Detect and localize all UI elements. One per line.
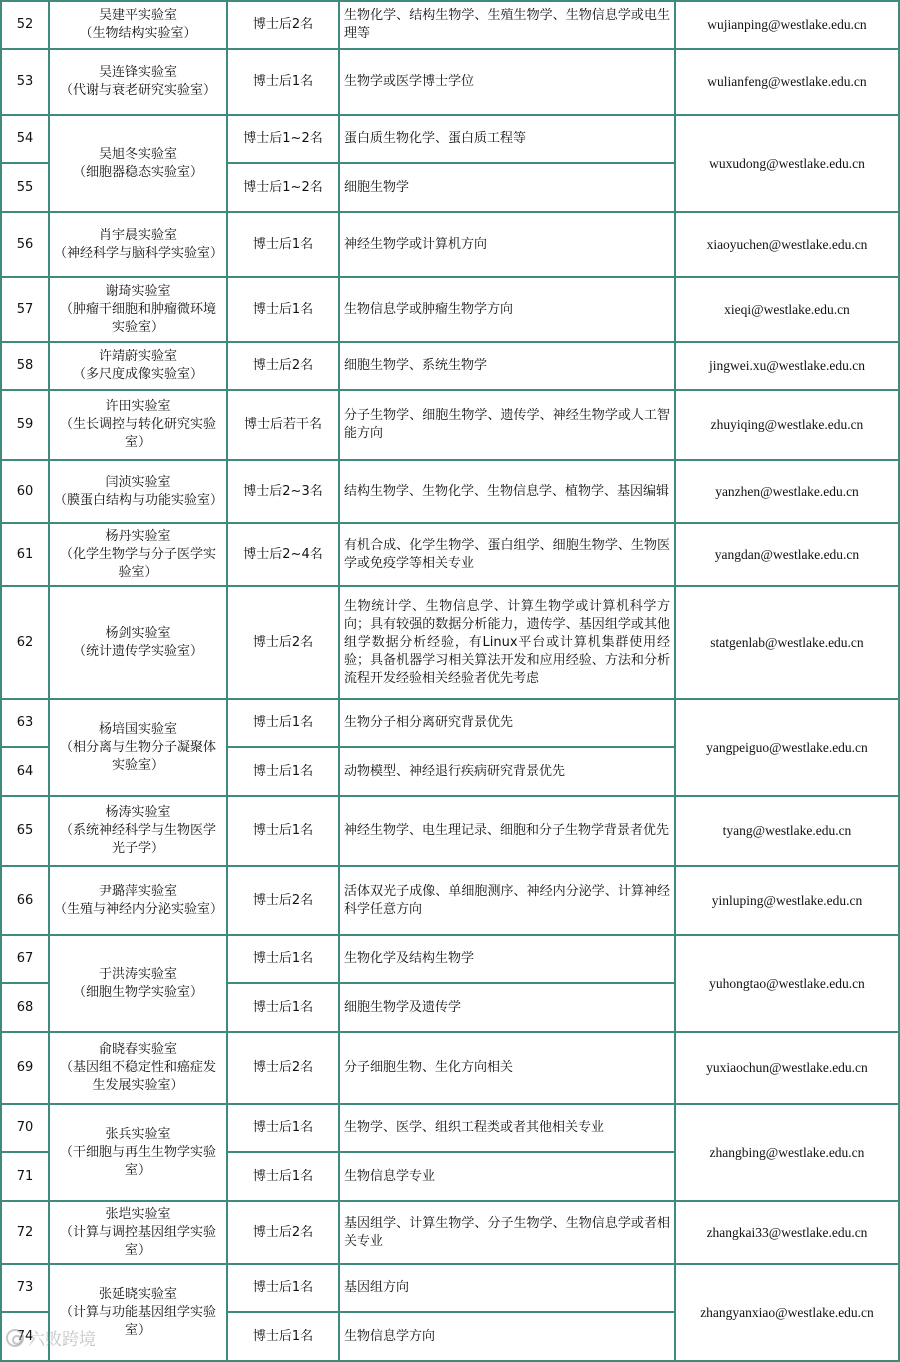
table-row <box>1 1201 899 1264</box>
lab-subtitle: （计算与功能基因组学实验室） <box>59 1304 216 1338</box>
requirements: 动物模型、神经退行疾病研究背景优先 <box>339 747 675 796</box>
requirements: 基因组方向 <box>339 1264 675 1312</box>
requirements: 生物化学、结构生物学、生殖生物学、生物信息学或电生理等 <box>339 1 675 49</box>
lab-subtitle: （生长调控与转化研究实验室） <box>59 417 216 450</box>
row-number: 66 <box>1 866 49 935</box>
row-number: 73 <box>1 1264 49 1312</box>
lab-subtitle: （膜蛋白结构与功能实验室） <box>54 492 224 508</box>
row-number: 68 <box>1 983 49 1032</box>
row-number: 70 <box>1 1104 49 1152</box>
row-number: 52 <box>1 1 49 49</box>
lab-subtitle: （相分离与生物分子凝聚体实验室） <box>59 739 216 773</box>
lab-name-cell <box>49 586 227 699</box>
table-row <box>1 212 899 277</box>
contact-email[interactable]: zhangkai33@westlake.edu.cn <box>675 1201 899 1264</box>
watermark-text: 六败跨境 <box>28 1330 96 1350</box>
table-row <box>1 1032 899 1104</box>
position-count: 博士后1~2名 <box>227 115 339 163</box>
lab-name-cell <box>49 390 227 460</box>
contact-email[interactable]: yanzhen@westlake.edu.cn <box>675 460 899 523</box>
lab-subtitle: （干细胞与再生生物学实验室） <box>59 1144 216 1178</box>
contact-email[interactable]: xiaoyuchen@westlake.edu.cn <box>675 212 899 277</box>
requirements: 生物信息学专业 <box>339 1152 675 1201</box>
requirements: 生物信息学或肿瘤生物学方向 <box>339 277 675 342</box>
row-number: 69 <box>1 1032 49 1104</box>
contact-email[interactable]: zhangbing@westlake.edu.cn <box>675 1104 899 1201</box>
row-number: 56 <box>1 212 49 277</box>
lab-name: 许田实验室 <box>105 399 171 414</box>
position-count: 博士后2名 <box>227 586 339 699</box>
row-number: 64 <box>1 747 49 796</box>
requirements: 生物化学及结构生物学 <box>339 935 675 983</box>
position-count: 博士后2~3名 <box>227 460 339 523</box>
contact-email[interactable]: statgenlab@westlake.edu.cn <box>675 586 899 699</box>
lab-name: 于洪涛实验室 <box>98 966 177 982</box>
lab-name-cell <box>49 1032 227 1104</box>
requirements: 结构生物学、生物化学、生物信息学、植物学、基因编辑 <box>339 460 675 523</box>
contact-email[interactable]: wujianping@westlake.edu.cn <box>675 1 899 49</box>
lab-name-cell <box>49 796 227 866</box>
lab-subtitle: （基因组不稳定性和癌症发生发展实验室） <box>59 1060 216 1093</box>
lab-name: 杨丹实验室 <box>105 528 171 544</box>
contact-email[interactable]: yuhongtao@westlake.edu.cn <box>675 935 899 1032</box>
lab-name-cell <box>49 49 227 115</box>
lab-name: 张垲实验室 <box>105 1206 171 1222</box>
lab-name-cell <box>49 277 227 342</box>
position-count: 博士后1名 <box>227 796 339 866</box>
table-row <box>1 49 899 115</box>
requirements: 细胞生物学、系统生物学 <box>339 342 675 390</box>
position-count: 博士后1名 <box>227 1264 339 1312</box>
position-count: 博士后1名 <box>227 983 339 1032</box>
position-count: 博士后若干名 <box>227 390 339 460</box>
requirements: 生物分子相分离研究背景优先 <box>339 699 675 747</box>
table-row <box>1 866 899 935</box>
lab-name: 杨剑实验室 <box>105 625 171 641</box>
contact-email[interactable]: yangpeiguo@westlake.edu.cn <box>675 699 899 796</box>
requirements: 生物学、医学、组织工程类或者其他相关专业 <box>339 1104 675 1152</box>
requirements: 蛋白质生物化学、蛋白质工程等 <box>339 115 675 163</box>
requirements: 生物学或医学博士学位 <box>339 49 675 115</box>
row-number: 63 <box>1 699 49 747</box>
row-number: 74 <box>1 1312 49 1361</box>
lab-name: 吴建平实验室 <box>98 8 177 23</box>
lab-name-cell <box>49 342 227 390</box>
position-count: 博士后1名 <box>227 277 339 342</box>
position-count: 博士后2名 <box>227 342 339 390</box>
lab-name: 谢琦实验室 <box>105 283 171 299</box>
table-row <box>1 1104 899 1152</box>
lab-name: 闫浈实验室 <box>105 474 171 490</box>
contact-email[interactable]: jingwei.xu@westlake.edu.cn <box>675 342 899 390</box>
lab-subtitle: （肿瘤干细胞和肿瘤微环境实验室） <box>59 301 216 335</box>
lab-subtitle: （代谢与衰老研究实验室） <box>59 83 216 98</box>
contact-email[interactable]: wuxudong@westlake.edu.cn <box>675 115 899 212</box>
row-number: 55 <box>1 163 49 212</box>
lab-subtitle: （计算与调控基因组学实验室） <box>59 1224 216 1258</box>
row-number: 53 <box>1 49 49 115</box>
row-number: 71 <box>1 1152 49 1201</box>
lab-name-cell <box>49 523 227 586</box>
lab-name-cell <box>49 1 227 49</box>
row-number: 65 <box>1 796 49 866</box>
lab-name-cell <box>49 1264 227 1361</box>
position-count: 博士后1名 <box>227 1152 339 1201</box>
table-row <box>1 460 899 523</box>
table-row <box>1 115 899 163</box>
lab-subtitle: （细胞器稳态实验室） <box>72 164 203 180</box>
table-row <box>1 342 899 390</box>
position-count: 博士后2名 <box>227 866 339 935</box>
position-count: 博士后1名 <box>227 49 339 115</box>
requirements: 神经生物学或计算机方向 <box>339 212 675 277</box>
row-number: 61 <box>1 523 49 586</box>
lab-name: 杨培国实验室 <box>98 721 177 737</box>
lab-subtitle: （细胞生物学实验室） <box>72 984 203 1000</box>
position-count: 博士后1名 <box>227 1104 339 1152</box>
contact-email[interactable]: xieqi@westlake.edu.cn <box>675 277 899 342</box>
requirements: 分子生物学、细胞生物学、遗传学、神经生物学或人工智能方向 <box>339 390 675 460</box>
contact-email[interactable]: zhangyanxiao@westlake.edu.cn <box>675 1264 899 1361</box>
position-count: 博士后1名 <box>227 935 339 983</box>
lab-subtitle: （生殖与神经内分泌实验室） <box>54 901 224 917</box>
row-number: 60 <box>1 460 49 523</box>
table-row <box>1 277 899 342</box>
requirements: 有机合成、化学生物学、蛋白组学、细胞生物学、生物医学或免疫学等相关专业 <box>339 523 675 586</box>
lab-name: 俞晓春实验室 <box>98 1042 177 1057</box>
requirements: 神经生物学、电生理记录、细胞和分子生物学背景者优先 <box>339 796 675 866</box>
lab-name-cell <box>49 935 227 1032</box>
table-row <box>1 935 899 983</box>
row-number: 59 <box>1 390 49 460</box>
lab-subtitle: （生物结构实验室） <box>79 26 197 41</box>
table-row <box>1 796 899 866</box>
lab-subtitle: （化学生物学与分子医学实验室） <box>59 546 216 580</box>
row-number: 72 <box>1 1201 49 1264</box>
position-count: 博士后2~4名 <box>227 523 339 586</box>
table-row <box>1 523 899 586</box>
lab-name: 张兵实验室 <box>105 1126 171 1142</box>
position-count: 博士后1名 <box>227 747 339 796</box>
row-number: 57 <box>1 277 49 342</box>
row-number: 67 <box>1 935 49 983</box>
position-count: 博士后2名 <box>227 1 339 49</box>
requirements: 生物统计学、生物信息学、计算生物学或计算机科学方向；具有较强的数据分析能力，遗传学、基因组学或其他组学数据分析经验，有Linux平台或计算机集群使用经验；具备机器学习相关算法开发和应用经验、方法和分析流程开发经验相关经验者优先考虑 <box>339 586 675 699</box>
contact-email[interactable]: zhuyiqing@westlake.edu.cn <box>675 390 899 460</box>
lab-subtitle: （系统神经科学与生物医学光子学） <box>59 823 216 856</box>
table-row <box>1 1264 899 1312</box>
lab-name-cell <box>49 460 227 523</box>
lab-name-cell <box>49 1104 227 1201</box>
lab-subtitle: （神经科学与脑科学实验室） <box>54 245 224 261</box>
contact-email[interactable]: yangdan@westlake.edu.cn <box>675 523 899 586</box>
lab-name-cell <box>49 699 227 796</box>
lab-name: 许靖蔚实验室 <box>98 349 177 364</box>
contact-email[interactable]: yuxiaochun@westlake.edu.cn <box>675 1032 899 1104</box>
contact-email[interactable]: wulianfeng@westlake.edu.cn <box>675 49 899 115</box>
row-number: 62 <box>1 586 49 699</box>
lab-subtitle: （统计遗传学实验室） <box>72 643 203 659</box>
lab-name-cell <box>49 115 227 212</box>
row-number: 58 <box>1 342 49 390</box>
lab-name-cell <box>49 212 227 277</box>
position-count: 博士后1名 <box>227 212 339 277</box>
contact-email[interactable]: tyang@westlake.edu.cn <box>675 796 899 866</box>
table-row <box>1 1 899 49</box>
requirements: 生物信息学方向 <box>339 1312 675 1361</box>
lab-name: 吴旭冬实验室 <box>98 146 177 162</box>
requirements: 活体双光子成像、单细胞测序、神经内分泌学、计算神经科学任意方向 <box>339 866 675 935</box>
position-count: 博士后1~2名 <box>227 163 339 212</box>
position-count: 博士后1名 <box>227 699 339 747</box>
lab-name: 杨涛实验室 <box>105 805 171 820</box>
lab-name: 张延晓实验室 <box>98 1286 177 1302</box>
lab-name: 吴连锋实验室 <box>98 65 177 80</box>
lab-subtitle: （多尺度成像实验室） <box>72 367 203 382</box>
contact-email[interactable]: yinluping@westlake.edu.cn <box>675 866 899 935</box>
requirements: 细胞生物学及遗传学 <box>339 983 675 1032</box>
lab-name-cell <box>49 866 227 935</box>
table-row <box>1 390 899 460</box>
position-count: 博士后2名 <box>227 1032 339 1104</box>
row-number: 54 <box>1 115 49 163</box>
position-count: 博士后2名 <box>227 1201 339 1264</box>
position-count: 博士后1名 <box>227 1312 339 1361</box>
requirements: 细胞生物学 <box>339 163 675 212</box>
table-row <box>1 699 899 747</box>
table-row <box>1 586 899 699</box>
lab-name: 尹璐萍实验室 <box>98 883 177 899</box>
requirements: 分子细胞生物、生化方向相关 <box>339 1032 675 1104</box>
lab-name-cell <box>49 1201 227 1264</box>
requirements: 基因组学、计算生物学、分子生物学、生物信息学或者相关专业 <box>339 1201 675 1264</box>
lab-name: 肖宇晨实验室 <box>98 227 177 243</box>
